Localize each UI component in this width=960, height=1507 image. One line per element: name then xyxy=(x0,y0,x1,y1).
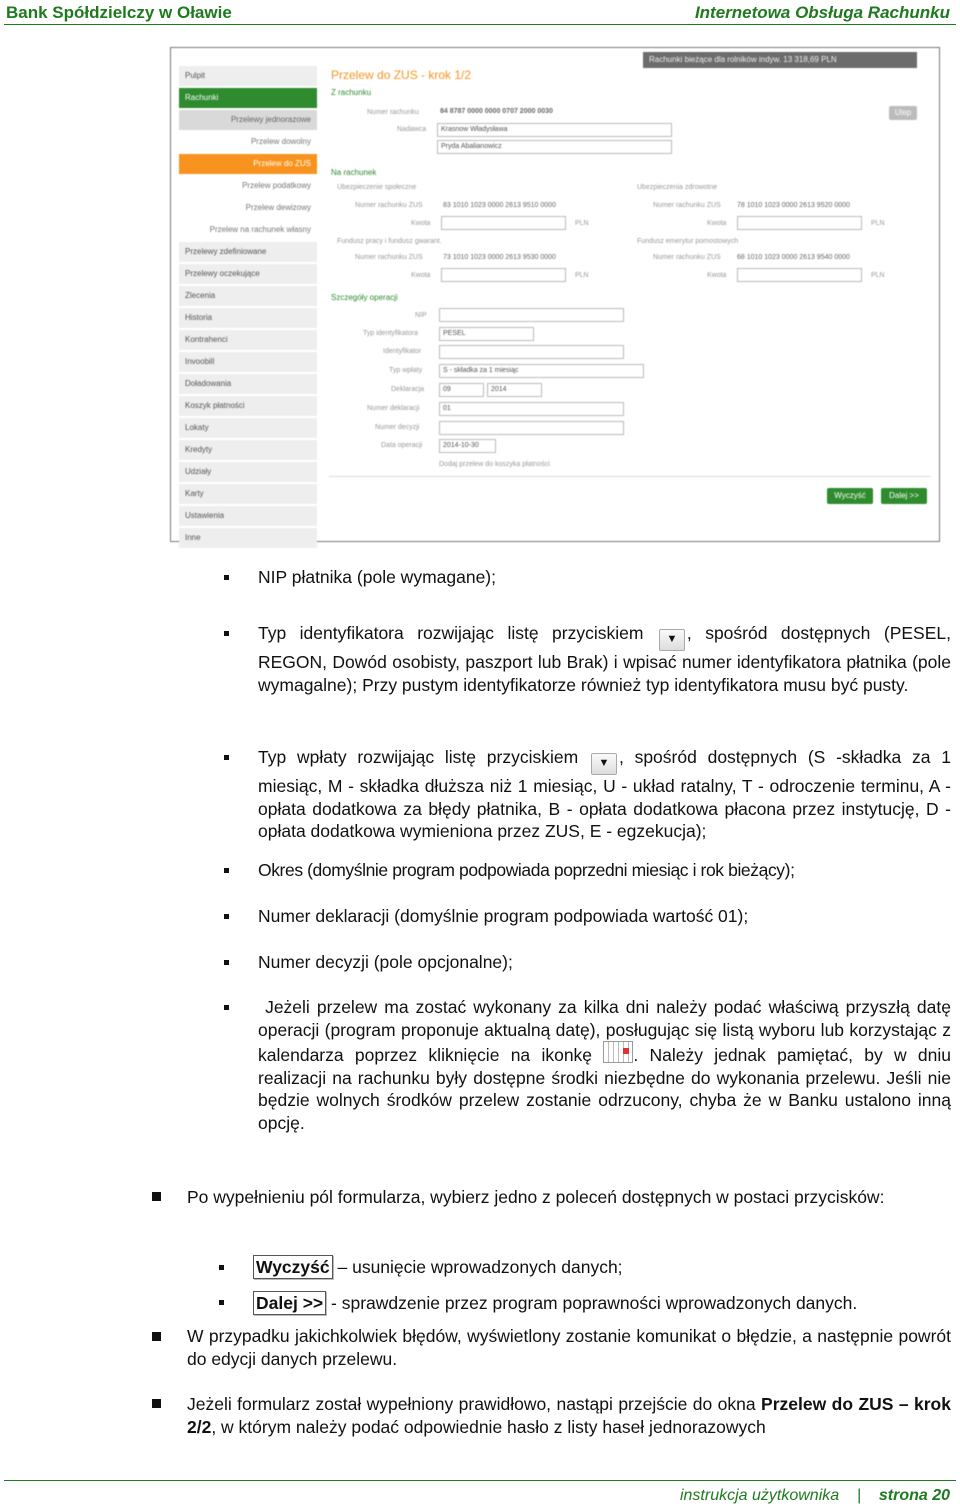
bullet-idtype-post: , spośród dostępnych (PESEL, REGON, Dowód osobisty, paszport lub Brak) i wpisać numer identyfikatora płatnika (pole wymagalne); Przy pustym identyfikatorze również typ identyfikatora musu być pusty. xyxy=(258,623,951,695)
amount-label-3: Kwota xyxy=(411,272,431,279)
checkbox-labour-fund[interactable]: Fundusz pracy i fundusz gwarant. xyxy=(337,238,442,245)
details-section: Szczegóły operacji xyxy=(331,293,398,302)
sidebar-item[interactable]: Przelew na rachunek własny xyxy=(179,220,317,240)
sender-label: Nadawca xyxy=(397,126,427,133)
sidebar-item[interactable]: Historia xyxy=(179,308,317,328)
page-number: strona 20 xyxy=(878,1487,950,1504)
bullet xyxy=(224,1005,229,1010)
footer-text xyxy=(680,1487,950,1505)
paytype-select[interactable]: S - składka za 1 miesiąc xyxy=(439,364,644,378)
declnum-input[interactable]: 01 xyxy=(439,402,624,416)
sender-field-2[interactable]: Pryda Abalianowicz xyxy=(437,140,672,154)
sidebar-item[interactable]: Koszyk płatności xyxy=(179,396,317,416)
sidebar-item[interactable]: Inne xyxy=(179,528,317,548)
key-next-line xyxy=(253,1291,951,1315)
main-bullet xyxy=(152,1192,161,1201)
bullet xyxy=(219,1265,224,1270)
checkbox-social[interactable]: Ubezpieczenie społeczne xyxy=(337,184,417,191)
form-divider xyxy=(329,476,931,477)
to-account-section: Na rachunek xyxy=(331,168,377,177)
next-button[interactable]: Dalej >> xyxy=(881,488,927,504)
sidebar-item[interactable]: Przelew podatkowy xyxy=(179,176,317,196)
amount-field-1[interactable] xyxy=(441,216,566,230)
bullet xyxy=(224,575,229,580)
clear-key: Wyczyść xyxy=(253,1255,333,1279)
amount-label-4: Kwota xyxy=(707,272,727,279)
header-rule xyxy=(4,24,956,25)
form-title: Przelew do ZUS - krok 1/2 xyxy=(331,68,472,82)
decision-input[interactable] xyxy=(439,421,624,435)
sidebar-item[interactable]: Przelew dewizowy xyxy=(179,198,317,218)
app-screenshot xyxy=(170,47,940,542)
bullet-paytype xyxy=(258,746,951,843)
bullet-nip: NIP płatnika (pole wymagane); xyxy=(258,567,496,587)
zus-acc-3: 73 1010 1023 0000 2613 9530 0000 xyxy=(443,254,556,261)
bullet xyxy=(224,914,229,919)
page-footer xyxy=(4,1480,956,1504)
sidebar-item[interactable]: Przelewy jednorazowe xyxy=(179,110,317,130)
zus-acc-label-4: Numer rachunku ZUS xyxy=(653,254,721,261)
zus-acc-2: 78 1010 1023 0000 2613 9520 0000 xyxy=(737,202,850,209)
sidebar-item[interactable]: Przelewy oczekujące xyxy=(179,264,317,284)
basket-checkbox[interactable]: Dodaj przelew do koszyka płatności xyxy=(439,461,550,468)
calendar-icon xyxy=(603,1041,633,1063)
currency-4: PLN xyxy=(871,272,885,279)
sidebar-item[interactable]: Kredyty xyxy=(179,440,317,460)
bullet-declnum: Numer deklaracji (domyślnie program podpowiada wartość 01); xyxy=(258,906,749,926)
amount-field-3[interactable] xyxy=(441,268,566,282)
sidebar-item[interactable]: Udziały xyxy=(179,462,317,482)
bullet xyxy=(219,1300,224,1305)
bullet-date-pre: Jeżeli przelew ma zostać wykonany za kilka dni należy podać właściwą przyszłą datę operacji (program proponuje aktualną datę), posługując się listą wyboru lub korzystając z kalendarza poprzez kliknięcie na ikonkę xyxy=(258,997,951,1065)
bullet xyxy=(224,868,229,873)
sender-field[interactable]: Krasnow Władysława xyxy=(437,123,672,137)
checkbox-health[interactable]: Ubezpieczenia zdrowotne xyxy=(637,184,718,191)
main-success-pre: Jeżeli formularz został wypełniony prawidłowo, nastąpi przejście do okna xyxy=(187,1394,756,1414)
bullet-date xyxy=(258,996,951,1134)
bullet xyxy=(224,960,229,965)
sidebar-item[interactable]: Lokaty xyxy=(179,418,317,438)
amount-field-2[interactable] xyxy=(737,216,862,230)
zus-acc-label-2: Numer rachunku ZUS xyxy=(653,202,721,209)
bullet-paytype-post: , spośród dostępnych (S -składka za 1 miesiąc, M - składka dłuższa niż 1 miesiąc, U - układ ratalny, T - odroczenie terminu, A - opłata dodatkowa za błędy płatnika, B - opłata dodatkowa płacona przez instytucję, D - opłata dodatkowa wymieniona przez ZUS, E - egzekucja); xyxy=(258,747,951,841)
nip-input[interactable] xyxy=(439,308,624,322)
sidebar-item[interactable]: Zlecenia xyxy=(179,286,317,306)
bullet-decision: Numer decyzji (pole opcjonalne); xyxy=(258,952,513,972)
nip-label: NIP xyxy=(415,312,427,319)
sidebar xyxy=(179,66,317,550)
key-clear-line xyxy=(253,1255,951,1279)
zus-acc-4: 68 1010 1023 0000 2613 9540 0000 xyxy=(737,254,850,261)
zus-acc-label: Numer rachunku ZUS xyxy=(355,202,423,209)
id-input[interactable] xyxy=(439,345,624,359)
amount-label: Kwota xyxy=(411,220,431,227)
main-success-bold: Przelew do ZUS – krok 2/2 xyxy=(187,1394,951,1437)
checkbox-bridge-fund[interactable]: Fundusz emerytur pomostowych xyxy=(637,238,739,245)
declnum-label: Numer deklaracji xyxy=(367,405,420,412)
sidebar-item-active[interactable]: Rachunki xyxy=(179,88,317,108)
sidebar-item[interactable]: Przelewy zdefiniowane xyxy=(179,242,317,262)
account-topbar: Rachunki bieżące dla rolników indyw. 13 318,69 PLN xyxy=(643,52,917,68)
main-after-fill: Po wypełnieniu pól formularza, wybierz jedno z poleceń dostępnych w postaci przycisków: xyxy=(187,1187,885,1207)
bullet xyxy=(224,755,229,760)
bullet-period: Okres (domyślnie program podpowiada poprzedni miesiąc i rok bieżący); xyxy=(258,860,795,880)
sidebar-item[interactable]: Invoobill xyxy=(179,352,317,372)
main-bullet xyxy=(152,1399,161,1408)
bullet-paytype-pre: Typ wpłaty rozwijając listę przyciskiem xyxy=(258,747,579,767)
account-number: 84 8787 0000 0000 0707 2000 0030 xyxy=(437,106,670,118)
key-clear-desc: – usunięcie wprowadzonych danych; xyxy=(337,1257,623,1277)
main-success-post: , w którym należy podać odpowiednie hasło z listy haseł jednorazowych xyxy=(211,1416,766,1437)
sidebar-item[interactable]: Przelew dowolny xyxy=(179,132,317,152)
page-header xyxy=(0,0,960,26)
decl-year-select[interactable]: 2014 xyxy=(487,383,542,397)
id-label: Identyfikator xyxy=(383,348,422,355)
from-account-section: Z rachunku xyxy=(331,88,372,97)
currency-1: PLN xyxy=(575,220,589,227)
dropdown-arrow-icon: ▼ xyxy=(659,629,685,651)
footer-sep: | xyxy=(856,1487,862,1504)
next-key: Dalej >> xyxy=(253,1291,326,1315)
currency-3: PLN xyxy=(575,272,589,279)
dropdown-arrow-icon: ▼ xyxy=(591,753,617,775)
bullet-idtype xyxy=(258,622,951,696)
footer-label: instrukcja użytkownika xyxy=(679,1487,840,1504)
sidebar-item[interactable]: Pulpit xyxy=(179,66,317,86)
date-label: Data operacji xyxy=(381,442,423,449)
clear-sender-button[interactable]: Ulep xyxy=(889,106,917,120)
decl-label: Deklaracja xyxy=(391,386,425,393)
decision-label: Numer decyzji xyxy=(375,424,420,431)
zus-acc-label-3: Numer rachunku ZUS xyxy=(355,254,423,261)
sidebar-item[interactable]: Ustawienia xyxy=(179,506,317,526)
idtype-label: Typ identyfikatora xyxy=(363,330,418,337)
decl-month-select[interactable]: 09 xyxy=(439,383,484,397)
sidebar-item[interactable]: Kontrahenci xyxy=(179,330,317,350)
sidebar-item[interactable]: Karty xyxy=(179,484,317,504)
currency-2: PLN xyxy=(871,220,885,227)
date-input[interactable]: 2014-10-30 xyxy=(439,439,496,453)
main-errors: W przypadku jakichkolwiek błędów, wyświetlony zostanie komunikat o błędzie, a następnie powrót do edycji danych przelewu. xyxy=(187,1326,951,1369)
bullet-date-post: . Należy jednak pamiętać, by w dniu realizacji na rachunku były dostępne środki niezbędne do wykonania przelewu. Jeśli nie będzie wolnych środków przelew zostanie odrzucony, chyba że w Banku ustalono inną opcję. xyxy=(258,1045,951,1133)
clear-button[interactable]: Wyczyść xyxy=(827,488,873,504)
key-next-desc: - sprawdzenie przez program poprawności wprowadzonych danych. xyxy=(331,1293,858,1313)
bank-name: Bank Spółdzielczy w Oławie xyxy=(6,3,232,22)
zus-acc-1: 83 1010 1023 0000 2613 9510 0000 xyxy=(443,202,556,209)
sidebar-item-selected[interactable]: Przelew do ZUS xyxy=(179,154,317,174)
account-number-label: Numer rachunku xyxy=(367,109,419,116)
amount-label-2: Kwota xyxy=(707,220,727,227)
bullet xyxy=(224,631,229,636)
bullet-idtype-pre: Typ identyfikatora rozwijając listę przyciskiem xyxy=(258,623,644,643)
doc-title: Internetowa Obsługa Rachunku xyxy=(694,3,950,22)
main-success xyxy=(187,1393,951,1438)
paytype-label: Typ wpłaty xyxy=(389,367,423,374)
main-bullet xyxy=(152,1332,161,1341)
amount-field-4[interactable] xyxy=(737,268,862,282)
sidebar-item[interactable]: Doładowania xyxy=(179,374,317,394)
idtype-select[interactable]: PESEL xyxy=(439,327,534,341)
